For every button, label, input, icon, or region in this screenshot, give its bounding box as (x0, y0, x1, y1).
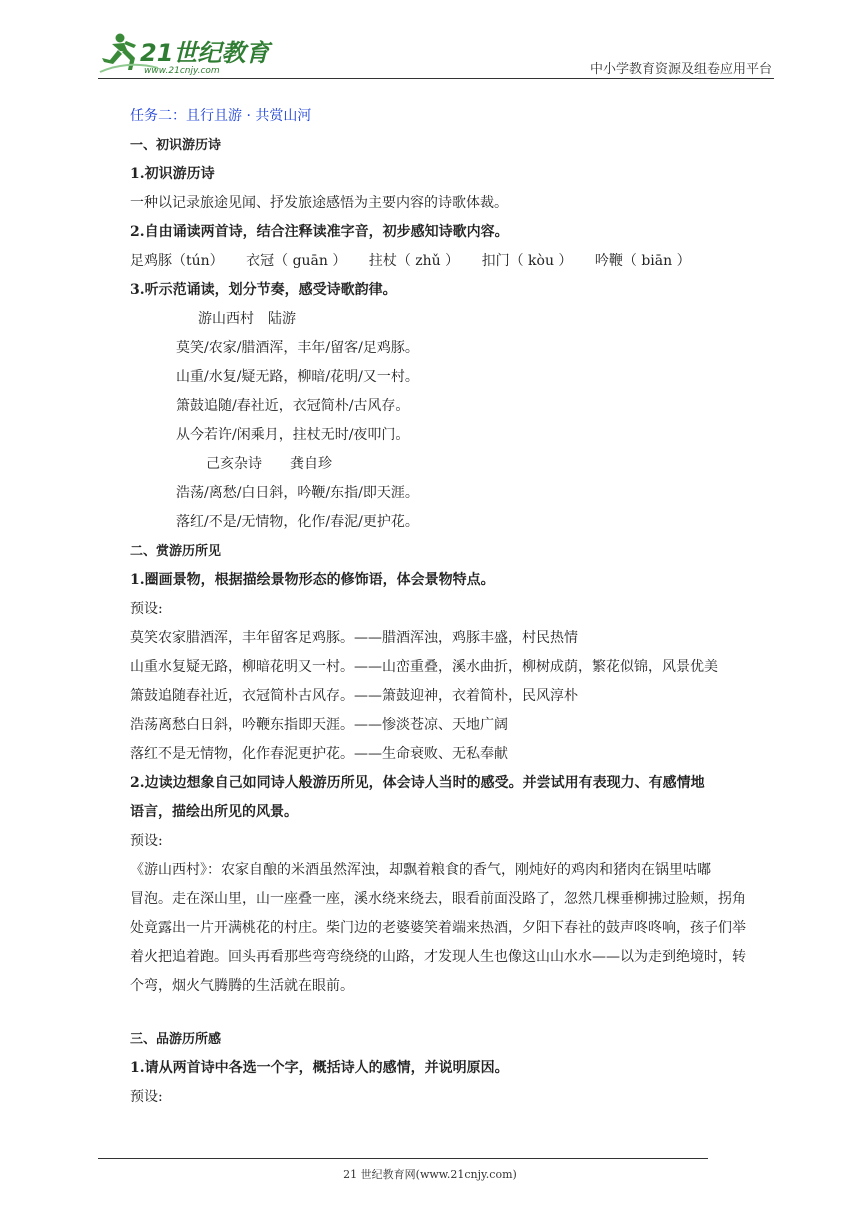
pinyin-item: 足鸡豚（tún） (130, 253, 224, 269)
answer-line: 浩荡离愁白日斜，吟鞭东指即天涯。——惨淡苍凉、天地广阔 (130, 717, 508, 733)
essay-line: 冒泡。走在深山里，山一座叠一座，溪水绕来绕去，眼看前面没路了，忽然几棵垂柳拂过脸颊，拐角 (130, 891, 746, 907)
pinyin-item: 扣门（ kòu ） (481, 253, 573, 269)
answer-line: 箫鼓追随春社近，衣冠简朴古风存。——箫鼓迎神，衣着简朴，民风淳朴 (130, 688, 578, 704)
pinyin-list (130, 247, 770, 276)
poem1-line: 从今若许/闲乘月，拄杖无时/夜叩门。 (176, 427, 410, 443)
poem1-line: 莫笑/农家/腊酒浑，丰年/留客/足鸡豚。 (176, 340, 419, 356)
section1-q3-title: 3.听示范诵读，划分节奏，感受诗歌韵律。 (130, 282, 397, 298)
pinyin-item: 吟鞭（ biān ） (594, 253, 691, 269)
pinyin-item: 拄杖（ zhǔ ） (368, 253, 460, 269)
logo-url: www.21cnjy.com (144, 66, 220, 76)
section1-q1-title: 1.初识游历诗 (130, 166, 215, 182)
pinyin-item: 衣冠（ guān ） (246, 253, 347, 269)
answer-line: 莫笑农家腊酒浑，丰年留客足鸡豚。——腊酒浑浊，鸡豚丰盛，村民热情 (130, 630, 578, 646)
preset-label: 预设: (130, 1089, 163, 1105)
poem1-line: 箫鼓追随/春社近，衣冠简朴/古风存。 (176, 398, 410, 414)
essay-line: 《游山西村》：农家自酿的米酒虽然浑浊，却飘着粮食的香气，刚炖好的鸡肉和猪肉在锅里咕嘟 (130, 862, 711, 878)
section2-q2-title-a: 2.边读边想象自己如同诗人般游历所见，体会诗人当时的感受。并尝试用有表现力、有感情地 (130, 775, 705, 791)
footer-divider (98, 1158, 708, 1159)
essay-line: 着火把追着跑。回头再看那些弯弯绕绕的山路，才发现人生也像这山山水水——以为走到绝境时，转 (130, 949, 746, 965)
page-footer: 21 世纪教育网(www.21cnjy.com) (343, 1168, 517, 1181)
document-body (130, 102, 770, 1112)
header-divider (98, 78, 774, 79)
logo-text: 21世纪教育 (140, 39, 270, 67)
section2-q2-title-b: 语言，描绘出所见的风景。 (130, 804, 298, 820)
section1-q1-text: 一种以记录旅途见闻、抒发旅途感悟为主要内容的诗歌体裁。 (130, 195, 508, 211)
preset-label: 预设: (130, 833, 163, 849)
poem2-line: 浩荡/离愁/白日斜，吟鞭/东指/即天涯。 (176, 485, 419, 501)
task-title: 任务二：且行且游 · 共赏山河 (130, 108, 312, 124)
poem1-title: 游山西村 陆游 (198, 311, 296, 327)
poem2-line: 落红/不是/无情物，化作/春泥/更护花。 (176, 514, 419, 530)
section1-q2-title: 2.自由诵读两首诗，结合注释读准字音，初步感知诗歌内容。 (130, 224, 509, 240)
answer-line: 落红不是无情物，化作春泥更护花。——生命衰败、无私奉献 (130, 746, 508, 762)
section2-q1-title: 1.圈画景物，根据描绘景物形态的修饰语，体会景物特点。 (130, 572, 495, 588)
essay-line: 处竟露出一片开满桃花的村庄。柴门边的老婆婆笑着端来热酒，夕阳下春社的鼓声咚咚响，孩子们举 (130, 920, 746, 936)
logo-21cnjy (98, 30, 273, 76)
poem1-line: 山重/水复/疑无路，柳暗/花明/又一村。 (176, 369, 419, 385)
platform-name: 中小学教育资源及组卷应用平台 (589, 62, 772, 77)
section3-title: 三、品游历所感 (130, 1032, 222, 1047)
section3-q1-title: 1.请从两首诗中各选一个字，概括诗人的感情，并说明原因。 (130, 1060, 509, 1076)
section2-title: 二、赏游历所见 (130, 544, 222, 559)
page-header (98, 28, 778, 80)
poem2-title: 己亥杂诗 龚自珍 (206, 456, 332, 472)
answer-line: 山重水复疑无路，柳暗花明又一村。——山峦重叠，溪水曲折，柳树成荫，繁花似锦，风景优美 (130, 659, 718, 675)
section1-title: 一、初识游历诗 (130, 138, 222, 153)
preset-label: 预设: (130, 601, 163, 617)
essay-line: 个弯，烟火气腾腾的生活就在眼前。 (130, 978, 354, 994)
spacer (130, 1001, 770, 1025)
